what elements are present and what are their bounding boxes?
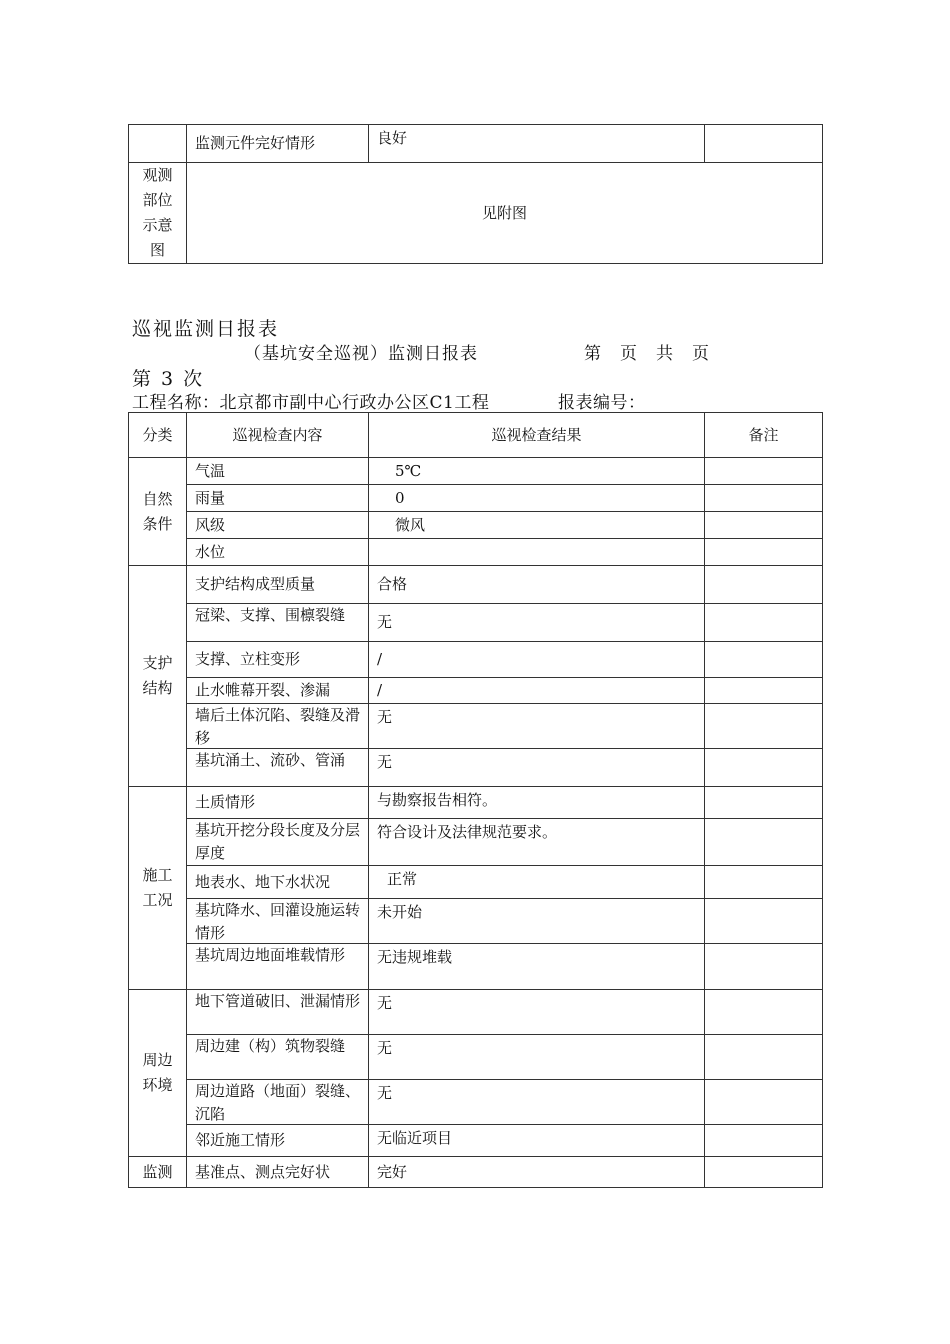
header-row bbox=[129, 413, 823, 458]
table-row bbox=[129, 1080, 823, 1125]
item-cell: 气温 bbox=[187, 458, 369, 485]
table-row bbox=[129, 819, 823, 866]
remark-cell bbox=[705, 1080, 823, 1125]
table-row bbox=[129, 566, 823, 604]
report-number: 报表编号： bbox=[558, 393, 646, 413]
result-cell: 无 bbox=[369, 1080, 705, 1125]
remark-cell bbox=[705, 749, 823, 787]
item-cell: 基坑降水、回灌设施运转情形 bbox=[195, 901, 360, 942]
page-info: 第 页 共 页 bbox=[584, 344, 710, 364]
header-result: 巡视检查结果 bbox=[369, 413, 705, 458]
table-row bbox=[129, 1035, 823, 1080]
result-cell: 无 bbox=[369, 1035, 705, 1080]
remark-cell bbox=[705, 678, 823, 704]
result-cell: 5℃ bbox=[369, 458, 705, 485]
result-cell: 符合设计及法律规范要求。 bbox=[369, 819, 705, 866]
remark-cell bbox=[705, 819, 823, 866]
table-row bbox=[129, 749, 823, 787]
remark-cell bbox=[705, 990, 823, 1035]
item-cell: 支护结构成型质量 bbox=[187, 566, 369, 604]
remark-cell bbox=[705, 1125, 823, 1157]
item-cell: 周边道路（地面）裂缝、沉陷 bbox=[195, 1082, 360, 1123]
item-cell: 风级 bbox=[187, 512, 369, 539]
category-monitoring: 监测 bbox=[129, 1157, 187, 1188]
category-environment: 周边 环境 bbox=[129, 990, 187, 1157]
result-cell: / bbox=[369, 642, 705, 678]
remark-cell bbox=[705, 485, 823, 512]
remark-cell bbox=[705, 787, 823, 819]
result-cell: 无违规堆载 bbox=[369, 944, 705, 990]
table-row bbox=[129, 866, 823, 899]
item-cell: 监测元件完好情形 bbox=[187, 125, 369, 163]
result-cell: 0 bbox=[369, 485, 705, 512]
item-cell: 基准点、测点完好状 bbox=[187, 1157, 369, 1188]
table-row bbox=[129, 944, 823, 990]
header-category: 分类 bbox=[129, 413, 187, 458]
result-cell: / bbox=[369, 678, 705, 704]
table-row bbox=[129, 899, 823, 944]
item-cell: 基坑涌土、流砂、管涌 bbox=[195, 751, 346, 769]
category-natural: 自然 条件 bbox=[129, 458, 187, 566]
report-subtitle: （基坑安全巡视）监测日报表 bbox=[244, 344, 478, 364]
result-cell: 正常 bbox=[369, 866, 705, 899]
table-row bbox=[129, 163, 823, 264]
category-cell bbox=[129, 125, 187, 163]
table-row bbox=[129, 458, 823, 485]
result-cell: 无临近项目 bbox=[369, 1125, 705, 1157]
item-cell: 周边建（构）筑物裂缝 bbox=[195, 1037, 346, 1055]
remark-cell bbox=[705, 642, 823, 678]
observation-location-content: 见附图 bbox=[187, 163, 823, 264]
monitoring-continued-table bbox=[128, 124, 823, 264]
table-row bbox=[129, 990, 823, 1035]
result-cell: 与勘察报告相符。 bbox=[369, 787, 705, 819]
item-cell: 基坑周边地面堆载情形 bbox=[195, 946, 346, 964]
inspection-count: 第 3 次 bbox=[132, 368, 205, 390]
remark-cell bbox=[705, 604, 823, 642]
item-cell: 冠梁、支撑、围檩裂缝 bbox=[195, 606, 346, 624]
remark-cell bbox=[705, 899, 823, 944]
result-cell: 完好 bbox=[369, 1157, 705, 1188]
remark-cell bbox=[705, 125, 823, 163]
item-cell: 地表水、地下水状况 bbox=[187, 866, 369, 899]
table-row bbox=[129, 704, 823, 749]
table-row bbox=[129, 1125, 823, 1157]
table-row bbox=[129, 787, 823, 819]
table-row bbox=[129, 642, 823, 678]
item-cell: 支撑、立柱变形 bbox=[187, 642, 369, 678]
remark-cell bbox=[705, 704, 823, 749]
table-row bbox=[129, 512, 823, 539]
remark-cell bbox=[705, 512, 823, 539]
result-cell bbox=[369, 539, 705, 566]
remark-cell bbox=[705, 458, 823, 485]
remark-cell bbox=[705, 944, 823, 990]
table-row bbox=[129, 1157, 823, 1188]
remark-cell bbox=[705, 566, 823, 604]
result-cell: 合格 bbox=[369, 566, 705, 604]
table-row bbox=[129, 485, 823, 512]
header-content: 巡视检查内容 bbox=[187, 413, 369, 458]
item-cell: 墙后土体沉陷、裂缝及滑移 bbox=[195, 706, 360, 747]
result-cell: 无 bbox=[369, 704, 705, 749]
remark-cell bbox=[705, 1157, 823, 1188]
item-cell: 邻近施工情形 bbox=[187, 1125, 369, 1157]
result-cell: 微风 bbox=[369, 512, 705, 539]
item-cell: 止水帷幕开裂、渗漏 bbox=[187, 678, 369, 704]
table-row bbox=[129, 678, 823, 704]
category-support: 支护 结构 bbox=[129, 566, 187, 787]
item-cell: 雨量 bbox=[187, 485, 369, 512]
item-cell: 水位 bbox=[187, 539, 369, 566]
result-cell: 无 bbox=[369, 749, 705, 787]
remark-cell bbox=[705, 539, 823, 566]
item-cell: 土质情形 bbox=[187, 787, 369, 819]
result-cell: 无 bbox=[369, 990, 705, 1035]
result-cell: 无 bbox=[369, 604, 705, 642]
remark-cell bbox=[705, 1035, 823, 1080]
remark-cell bbox=[705, 866, 823, 899]
item-cell: 基坑开挖分段长度及分层厚度 bbox=[195, 821, 360, 862]
item-cell: 地下管道破旧、泄漏情形 bbox=[195, 992, 360, 1010]
observation-location-label: 观测 部位 示意 图 bbox=[129, 163, 187, 264]
project-name: 工程名称：北京都市副中心行政办公区C1工程 bbox=[132, 393, 490, 413]
table-row bbox=[129, 539, 823, 566]
header-remark: 备注 bbox=[705, 413, 823, 458]
table-row bbox=[129, 604, 823, 642]
category-construction: 施工 工况 bbox=[129, 787, 187, 990]
table-row bbox=[129, 125, 823, 163]
inspection-table bbox=[128, 412, 823, 1188]
result-cell: 良好 bbox=[369, 125, 705, 163]
report-title: 巡视监测日报表 bbox=[132, 318, 280, 340]
result-cell: 未开始 bbox=[369, 899, 705, 944]
